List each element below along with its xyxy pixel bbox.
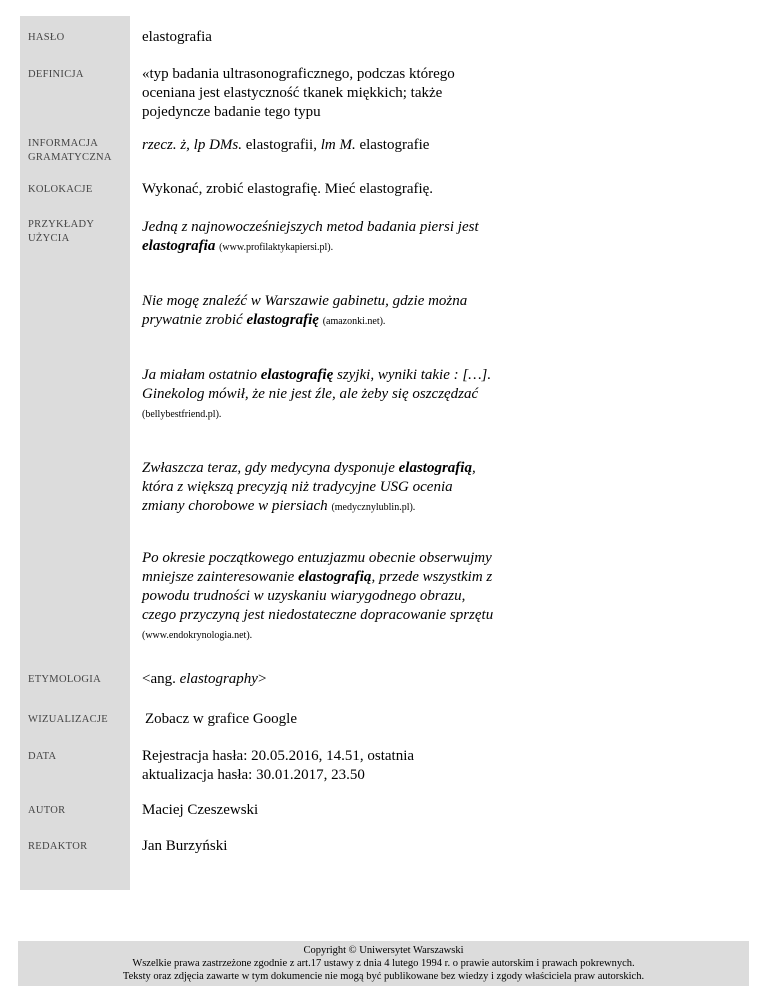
grammar-lm: lm M.	[320, 137, 356, 153]
label-autor: AUTOR	[28, 805, 66, 816]
label-przyklady-line1: PRZYKŁADY	[28, 219, 95, 230]
label-kolokacje: KOLOKACJE	[28, 184, 93, 195]
footer-notice: Teksty oraz zdjęcia zawarte w tym dokumencie nie mogą być publikowane bez wiedzy i zgody właściciela praw autorskich.	[122, 971, 645, 982]
label-przyklady	[28, 218, 128, 246]
label-przyklady-line2: UŻYCIA	[28, 233, 70, 244]
value-etymologia: <ang. elastography>	[142, 671, 267, 687]
value-autor: Maciej Czeszewski	[142, 802, 259, 818]
footer-copyright: Copyright © Uniwersytet Warszawski	[303, 945, 464, 956]
value-data: Rejestracja hasła: 20.05.2016, 14.51, ostatnia aktualizacja hasła: 30.01.2017, 23.50	[142, 748, 415, 783]
example-source: (www.profilaktykapiersi.pl).	[219, 242, 334, 253]
value-informacja	[142, 136, 502, 155]
etymology-word: elastography	[179, 671, 258, 687]
value-redaktor: Jan Burzyński	[142, 838, 228, 854]
footer-rights: Wszelkie prawa zastrzeżone zgodnie z art.17 ustawy z dnia 4 lutego 1994 r. o prawie autorskim i prawach pokrewnych.	[132, 958, 635, 969]
value-definicja: «typ badania ultrasonograficznego, podczas którego oceniana jest elastyczność tkanek miękkich; także pojedyncze badanie tego typu	[142, 66, 455, 120]
example-source: (medycznylublin.pl).	[331, 502, 416, 513]
value-kolokacje: Wykonać, zrobić elastografię. Mieć elastografię.	[142, 181, 434, 197]
grammar-form1: elastografii,	[242, 137, 321, 153]
google-images-link[interactable]: Zobacz w grafice Google	[145, 711, 298, 727]
example-source: (bellybestfriend.pl).	[142, 409, 222, 420]
copyright-footer	[18, 941, 749, 986]
label-informacja	[28, 137, 128, 165]
grammar-rzecz: rzecz. ż, lp DMs.	[142, 137, 242, 153]
label-informacja-line2: GRAMATYCZNA	[28, 152, 112, 163]
label-etymologia: ETYMOLOGIA	[28, 674, 101, 685]
label-wizualizacje: WIZUALIZACJE	[28, 714, 108, 725]
value-haslo: elastografia	[142, 29, 212, 45]
example-source: (www.endokrynologia.net).	[142, 630, 253, 641]
grammar-form2: elastografie	[355, 137, 430, 153]
label-redaktor: REDAKTOR	[28, 841, 88, 852]
label-data: DATA	[28, 751, 57, 762]
label-informacja-line1: INFORMACJA	[28, 138, 99, 149]
label-definicja: DEFINICJA	[28, 69, 84, 80]
label-haslo: HASŁO	[28, 32, 65, 43]
example-source: (amazonki.net).	[322, 316, 386, 327]
